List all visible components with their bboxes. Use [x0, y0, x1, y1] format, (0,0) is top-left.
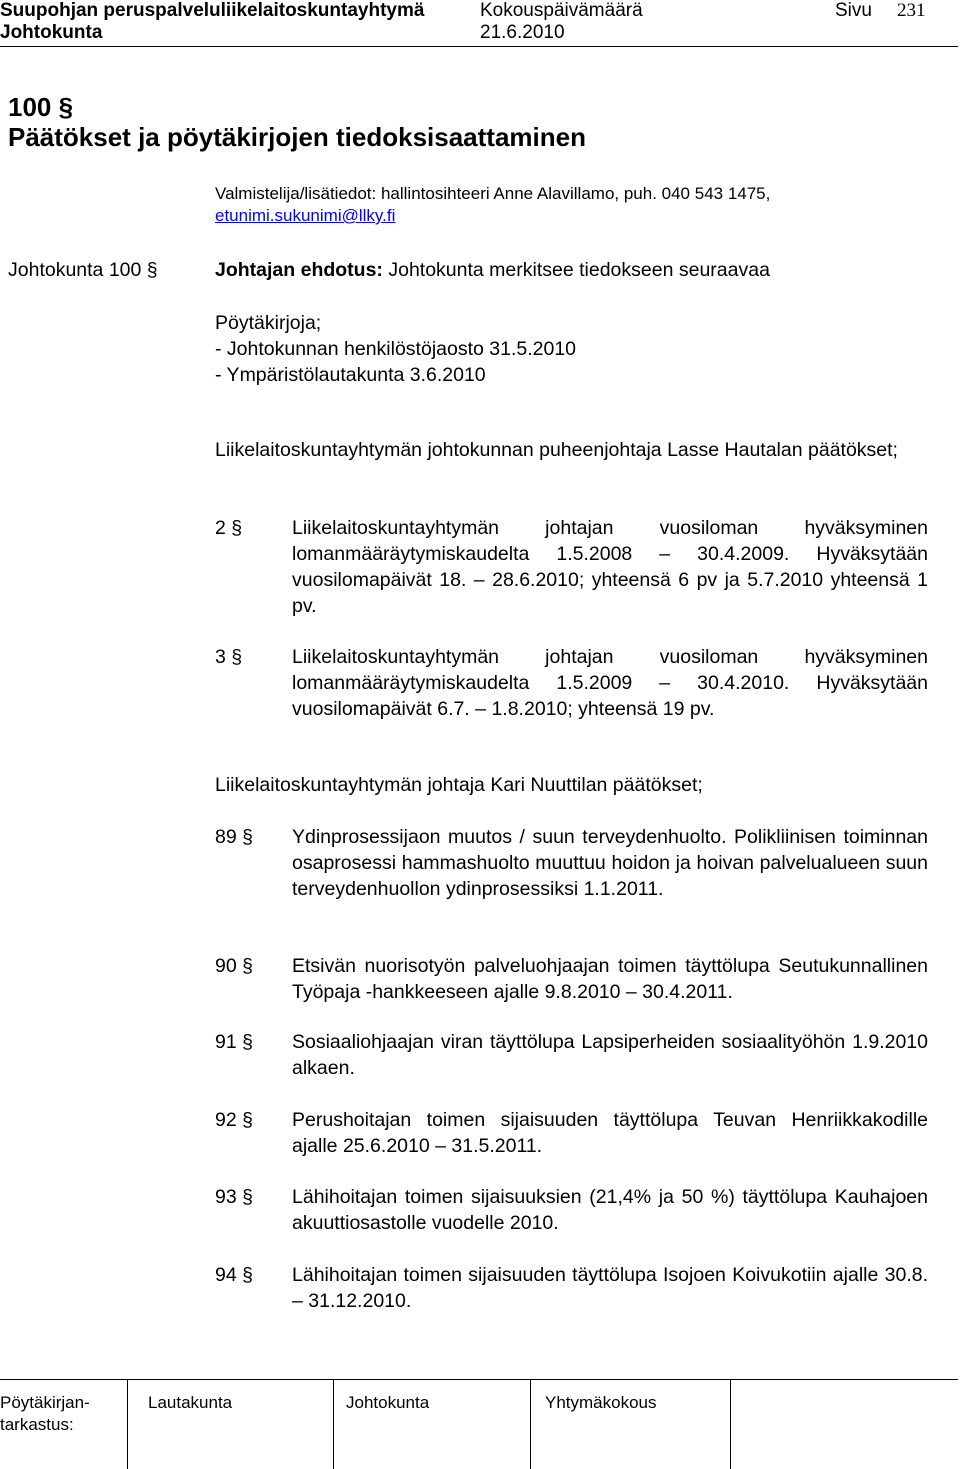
body-name: Johtokunta — [0, 22, 103, 43]
section-number: 100 § — [8, 92, 74, 122]
director-item-number: 90 § — [215, 955, 253, 977]
director-item-number: 89 § — [215, 826, 253, 848]
decision-label: Johtokunta 100 § — [8, 259, 158, 281]
proposal-text: Johtokunta merkitsee tiedokseen seuraavaa — [388, 259, 770, 281]
footer-column-divider — [530, 1379, 531, 1469]
paragraph-symbol: § — [58, 92, 74, 122]
footer-divider — [0, 1379, 958, 1380]
director-item-text: Sosiaaliohjaajan viran täyttölupa Lapsiperheiden sosiaalityöhön 1.9.2010 alkaen. — [292, 1031, 928, 1079]
minutes-block — [215, 310, 576, 388]
director-item-text: Ydinprosessijaon muutos / suun terveydenhuolto. Polikliinisen toiminnan osaprosessi hammashuolto muuttuu hoidon ja hoivan palvelualueen suun terveydenhuollon ydinprosessiksi 1.1.2011. — [292, 826, 928, 900]
proposal — [215, 257, 770, 283]
director-heading: Liikelaitoskuntayhtymän johtaja Kari Nuuttilan päätökset; — [215, 774, 703, 796]
chair-item-number: 2 § — [215, 517, 243, 539]
footer-column-divider — [127, 1379, 128, 1469]
organization-name: Suupohjan peruspalveluliikelaitoskuntayhtymä — [0, 0, 425, 21]
director-item-text: Lähihoitajan toimen sijaisuuden täyttölupa Isojoen Koivukotiin ajalle 30.8. – 31.12.2010. — [292, 1264, 928, 1312]
footer-column-divider — [730, 1379, 731, 1469]
director-item-text: Perushoitajan toimen sijaisuuden täyttölupa Teuvan Henriikkakodille ajalle 25.6.2010 – 31.5.2011. — [292, 1109, 928, 1157]
footer-assembly-signature: Yhtymäkokous — [545, 1393, 657, 1412]
chair-item-text: Liikelaitoskuntayhtymän johtajan vuosiloman hyväksyminen lomanmääräytymiskaudelta 1.5.2008 – 30.4.2009. Hyväksytään vuosilomapäivät 18. – 28.6.2010; yhteensä 6 pv ja 5.7.2010 yhteensä 1 pv. — [292, 517, 928, 617]
page-number: 231 — [897, 0, 926, 21]
chair-item-number: 3 § — [215, 646, 243, 668]
footer-column-divider — [333, 1379, 334, 1469]
email-link[interactable]: etunimi.sukunimi@llky.fi — [215, 206, 396, 225]
footer-board-signature: Lautakunta — [148, 1393, 233, 1412]
meeting-date: 21.6.2010 — [480, 22, 565, 43]
director-item-number: 91 § — [215, 1031, 253, 1053]
preparer-info — [215, 183, 770, 227]
director-item-number: 92 § — [215, 1109, 253, 1131]
minutes-heading: Pöytäkirjoja; — [215, 312, 322, 334]
minutes-item: - Johtokunnan henkilöstöjaosto 31.5.2010 — [215, 338, 577, 360]
director-item-text: Etsivän nuorisotyön palveluohjaajan toimen täyttölupa Seutukunnallinen Työpaja -hankkeeseen ajalle 9.8.2010 – 30.4.2011. — [292, 955, 928, 1003]
director-item-number: 94 § — [215, 1264, 253, 1286]
page-header — [0, 0, 960, 46]
director-item-text: Lähihoitajan toimen sijaisuuksien (21,4% ja 50 %) täyttölupa Kauhajoen akuuttiosastolle vuodelle 2010. — [292, 1186, 928, 1234]
director-item-number: 93 § — [215, 1186, 253, 1208]
preparer-text: Valmistelija/lisätiedot: hallintosihteeri Anne Alavillamo, puh. 040 543 1475, — [215, 184, 771, 203]
footer-check-label: Pöytäkirjan- tarkastus: — [0, 1393, 90, 1434]
proposal-label: Johtajan ehdotus: — [215, 259, 383, 281]
chair-item-text: Liikelaitoskuntayhtymän johtajan vuosiloman hyväksyminen lomanmääräytymiskaudelta 1.5.2009 – 30.4.2010. Hyväksytään vuosilomapäivät 6.7. – 1.8.2010; yhteensä 19 pv. — [292, 646, 928, 720]
section-title: Päätökset ja pöytäkirjojen tiedoksisaattaminen — [8, 122, 586, 152]
header-divider — [0, 46, 958, 47]
chair-heading: Liikelaitoskuntayhtymän johtokunnan puheenjohtaja Lasse Hautalan päätökset; — [215, 439, 898, 461]
footer-executive-signature: Johtokunta — [346, 1393, 430, 1412]
paragraph-symbol: § — [146, 259, 158, 281]
minutes-item: - Ympäristölautakunta 3.6.2010 — [215, 364, 486, 386]
page-label: Sivu — [835, 0, 872, 21]
meeting-date-label: Kokouspäivämäärä — [480, 0, 643, 21]
